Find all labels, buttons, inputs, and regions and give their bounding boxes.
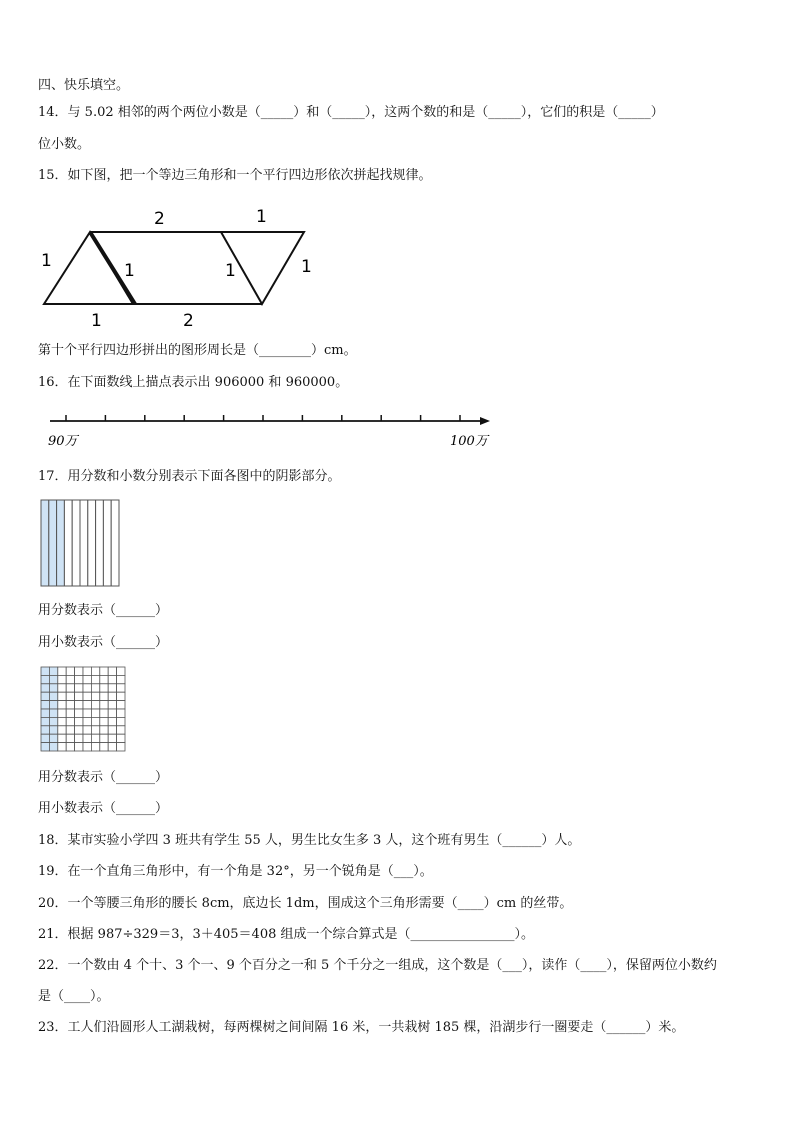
strip-cell: [41, 500, 49, 586]
grid-cell: [58, 692, 66, 700]
grid-cell: [83, 726, 91, 734]
grid-cell: [83, 667, 91, 675]
grid-cell: [108, 709, 116, 717]
question-15-ask: 第十个平行四边形拼出的图形周长是（________）cm。: [38, 343, 357, 358]
grid-cell: [49, 734, 57, 742]
strip-cell: [72, 500, 80, 586]
grid-cell: [49, 675, 57, 683]
grid-cell: [58, 709, 66, 717]
question-16-stem: 16．在下面数线上描点表示出 906000 和 960000。: [38, 375, 349, 390]
grid-cell: [49, 717, 57, 725]
label-bottom-a: 1: [91, 311, 102, 331]
hundred-grid-figure: [40, 666, 126, 752]
question-21: 21．根据 987÷329＝3，3＋405＝408 组成一个综合算式是（________________）。: [38, 927, 534, 942]
grid-cell: [100, 692, 108, 700]
grid-cell: [117, 743, 125, 751]
numberline-start-label: 90万: [48, 434, 78, 449]
grid-cell: [100, 734, 108, 742]
grid-cell: [75, 692, 83, 700]
grid-cell: [117, 709, 125, 717]
grid-cell: [100, 726, 108, 734]
grid-cell: [49, 684, 57, 692]
grid-cell: [41, 667, 49, 675]
grid-cell: [117, 726, 125, 734]
strip-cell: [103, 500, 111, 586]
grid-cell: [41, 709, 49, 717]
grid-cell: [41, 675, 49, 683]
grid-cell: [108, 684, 116, 692]
strip-cell: [57, 500, 65, 586]
grid-cell: [58, 701, 66, 709]
triangle-parallelogram-figure: [0, 200, 794, 340]
grid-cell: [91, 692, 99, 700]
question-17-stem: 17．用分数和小数分别表示下面各图中的阴影部分。: [38, 469, 341, 484]
grid-cell: [83, 684, 91, 692]
grid-cell: [91, 734, 99, 742]
section-title: 四、快乐填空。: [38, 78, 130, 93]
label-top-b: 1: [256, 207, 267, 227]
grid-cell: [108, 734, 116, 742]
grid-cell: [91, 667, 99, 675]
grid-cell: [49, 709, 57, 717]
question-19: 19．在一个直角三角形中，有一个角是 32°，另一个锐角是（___）。: [38, 864, 433, 879]
grid-cell: [66, 684, 74, 692]
grid-cell: [58, 726, 66, 734]
grid-cell: [66, 701, 74, 709]
grid-cell: [66, 675, 74, 683]
grid-cell: [117, 667, 125, 675]
grid-cell: [100, 743, 108, 751]
question-14-line2: 位小数。: [38, 137, 91, 152]
grid-cell: [108, 726, 116, 734]
grid-cell: [49, 692, 57, 700]
grid-cell: [75, 726, 83, 734]
question-18: 18．某市实验小学四 3 班共有学生 55 人，男生比女生多 3 人，这个班有男生（______）人。: [38, 833, 581, 848]
grid-cell: [108, 675, 116, 683]
grid-cell: [41, 743, 49, 751]
label-inner-b: 1: [225, 261, 236, 281]
grid-cell: [66, 726, 74, 734]
grid-cell: [75, 743, 83, 751]
question-17-fig1-decimal: 用小数表示（______）: [38, 635, 169, 650]
grid-cell: [75, 684, 83, 692]
label-inner-a: 1: [124, 261, 135, 281]
question-22-line1: 22．一个数由 4 个十、3 个一、9 个百分之一和 5 个千分之一组成，这个数是（___），读作（____），保留两位小数约: [38, 958, 717, 973]
grid-cell: [83, 743, 91, 751]
grid-cell: [41, 717, 49, 725]
grid-cell: [58, 734, 66, 742]
grid-cell: [75, 667, 83, 675]
grid-cell: [117, 717, 125, 725]
strip-cell: [88, 500, 96, 586]
grid-cell: [117, 701, 125, 709]
left-triangle: [44, 232, 133, 304]
question-20: 20．一个等腰三角形的腰长 8cm，底边长 1dm，围成这个三角形需要（____）cm 的丝带。: [38, 896, 573, 911]
grid-cell: [100, 675, 108, 683]
grid-cell: [58, 717, 66, 725]
grid-cell: [58, 743, 66, 751]
grid-cell: [75, 717, 83, 725]
grid-cell: [75, 675, 83, 683]
grid-cell: [41, 684, 49, 692]
grid-cell: [49, 726, 57, 734]
numberline-end-label: 100万: [450, 434, 488, 449]
question-17-fig2-fraction: 用分数表示（______）: [38, 770, 169, 785]
grid-cell: [66, 692, 74, 700]
strip-cell: [64, 500, 72, 586]
grid-cell: [49, 667, 57, 675]
label-top-a: 2: [154, 209, 165, 229]
question-17-fig2-decimal: 用小数表示（______）: [38, 801, 169, 816]
grid-cell: [117, 684, 125, 692]
grid-cell: [83, 692, 91, 700]
grid-cell: [83, 675, 91, 683]
arrow-head-icon: [480, 417, 490, 425]
grid-cell: [66, 743, 74, 751]
grid-cell: [83, 734, 91, 742]
grid-cell: [100, 701, 108, 709]
grid-cell: [75, 701, 83, 709]
question-17-fig1-fraction: 用分数表示（______）: [38, 603, 169, 618]
label-bottom-b: 2: [183, 311, 194, 331]
strip-cell: [80, 500, 88, 586]
grid-cell: [83, 701, 91, 709]
grid-cell: [108, 743, 116, 751]
grid-cell: [66, 717, 74, 725]
grid-cell: [41, 726, 49, 734]
grid-cell: [100, 709, 108, 717]
grid-cell: [41, 692, 49, 700]
grid-cell: [66, 734, 74, 742]
number-line: [0, 405, 794, 455]
grid-cell: [108, 667, 116, 675]
strip-cell: [49, 500, 57, 586]
grid-cell: [91, 726, 99, 734]
question-15-stem: 15．如下图，把一个等边三角形和一个平行四边形依次拼起找规律。: [38, 168, 432, 183]
grid-cell: [66, 667, 74, 675]
grid-cell: [83, 717, 91, 725]
grid-cell: [49, 701, 57, 709]
grid-cell: [58, 675, 66, 683]
grid-cell: [91, 675, 99, 683]
label-right: 1: [301, 257, 312, 277]
strip-cell: [111, 500, 119, 586]
question-14-line1: 14．与 5.02 相邻的两个两位小数是（_____）和（_____），这两个数的和是（_____），它们的积是（_____）: [38, 105, 664, 120]
grid-cell: [66, 709, 74, 717]
grid-cell: [41, 701, 49, 709]
strip-cell: [96, 500, 104, 586]
grid-cell: [75, 734, 83, 742]
grid-cell: [108, 717, 116, 725]
grid-cell: [117, 675, 125, 683]
grid-cell: [58, 667, 66, 675]
grid-cell: [91, 743, 99, 751]
grid-cell: [100, 667, 108, 675]
label-left: 1: [41, 251, 52, 271]
grid-cell: [100, 717, 108, 725]
grid-cell: [83, 709, 91, 717]
grid-cell: [91, 709, 99, 717]
grid-cell: [108, 692, 116, 700]
grid-cell: [117, 692, 125, 700]
grid-cell: [108, 701, 116, 709]
strip-fraction-figure: [40, 499, 120, 587]
grid-cell: [58, 684, 66, 692]
grid-cell: [75, 709, 83, 717]
grid-cell: [91, 684, 99, 692]
grid-cell: [100, 684, 108, 692]
question-23: 23．工人们沿圆形人工湖栽树，每两棵树之间间隔 16 米，一共栽树 185 棵，沿湖步行一圈要走（______）米。: [38, 1020, 685, 1035]
question-22-line2: 是（____）。: [38, 989, 110, 1004]
grid-cell: [91, 701, 99, 709]
grid-cell: [91, 717, 99, 725]
grid-cell: [41, 734, 49, 742]
grid-cell: [49, 743, 57, 751]
grid-cell: [117, 734, 125, 742]
